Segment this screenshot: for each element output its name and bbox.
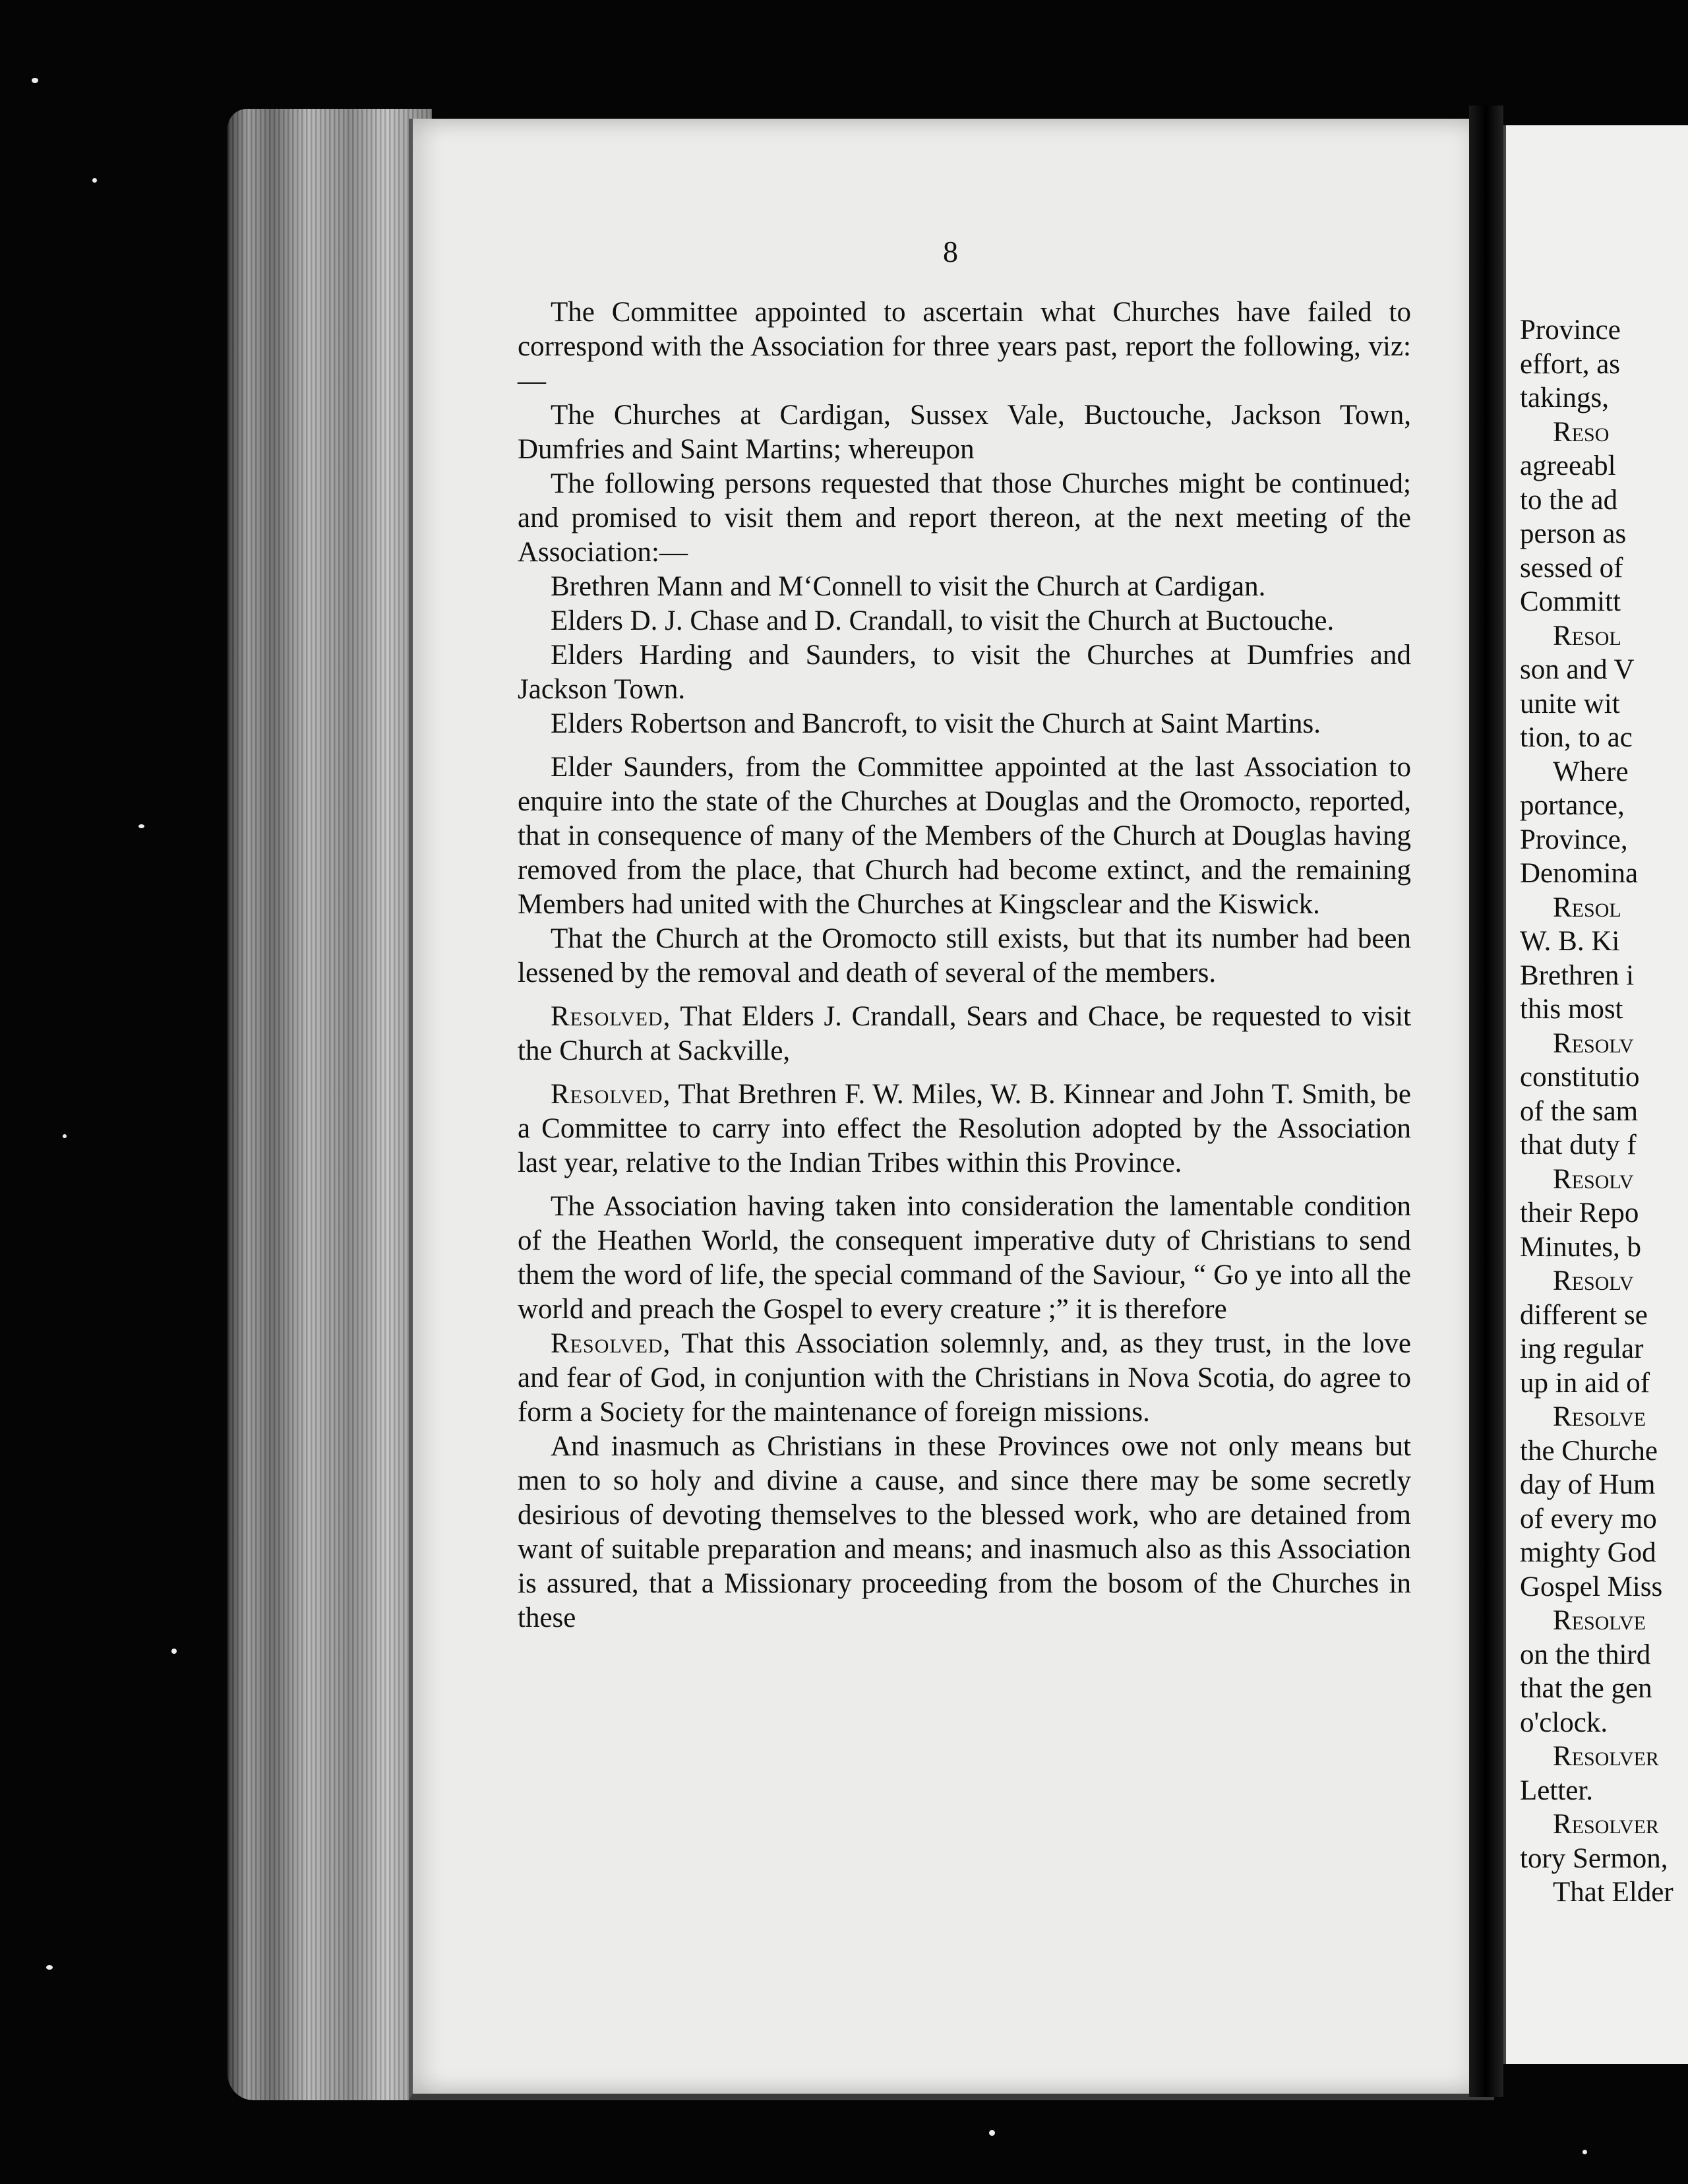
paragraph: Elders Robertson and Bancroft, to visit the Church at Saint Martins. [551, 708, 1321, 739]
right-page-line: up in aid of [1520, 1367, 1650, 1399]
right-page-line: this most [1520, 994, 1623, 1025]
page-number: 8 [943, 235, 958, 268]
right-page-line: takings, [1520, 382, 1609, 413]
dust-speck [171, 1649, 177, 1654]
paragraph: Brethren Mann and M‘Connell to visit the Church at Cardigan. [551, 571, 1266, 602]
paragraph: Elders D. J. Chase and D. Crandall, to visit the Church at Buctouche. [551, 605, 1335, 636]
resolved-lead: Resolved, [551, 1079, 671, 1110]
right-page-line: Resolv [1553, 1265, 1634, 1296]
right-page-line: o'clock. [1520, 1707, 1608, 1738]
right-page-line: effort, as [1520, 348, 1621, 380]
dust-speck [92, 178, 97, 183]
paragraph: That the Church at the Oromocto still exists, but that its number had been lessened by the removal and death of several of the members. [518, 923, 1411, 988]
right-page-line: Committ [1520, 586, 1621, 617]
right-page-text-fragments [1520, 313, 1688, 1910]
right-page-line: on the third [1520, 1639, 1651, 1670]
dust-speck [138, 824, 144, 828]
right-page-line: Brethren i [1520, 959, 1635, 991]
right-page-line: Resol [1553, 892, 1621, 923]
left-page-text [518, 295, 1411, 1635]
right-page-line: day of Hum [1520, 1469, 1656, 1500]
right-page-line: sessed of [1520, 552, 1623, 584]
paragraph: The Committee appointed to ascertain what Churches have failed to correspond with the Association for three years past, report the following, viz:— [518, 297, 1411, 396]
right-page-line: son and V [1520, 654, 1635, 685]
right-page-line: different se [1520, 1299, 1648, 1331]
resolution-paragraph: Resolved, That Brethren F. W. Miles, W. B. Kinnear and John T. Smith, be a Committee to carry into effect the Resolution adopted by the Association last year, relative to the Indian Tribes within this Province. [518, 1079, 1411, 1178]
right-page-line: that duty f [1520, 1130, 1637, 1161]
paragraph: Elder Saunders, from the Committee appointed at the last Association to enquire into the state of the Churches at Douglas and the Oromocto, reported, that in consequence of many of the Members of the Church at Douglas having removed from the place, that Church had become extinct, and the remaining Members had united with the Churches at Kingsclear and the Kiswick. [518, 752, 1411, 920]
right-page-line: person as [1520, 518, 1627, 549]
right-page-line: W. B. Ki [1520, 926, 1620, 957]
right-page-line: of every mo [1520, 1503, 1657, 1534]
paragraph: The Churches at Cardigan, Sussex Vale, Buctouche, Jackson Town, Dumfries and Saint Martins; whereupon [518, 400, 1411, 465]
right-page-line: their Repo [1520, 1198, 1639, 1228]
right-page-line: tory Sermon, [1520, 1842, 1668, 1874]
dust-speck [989, 2130, 995, 2136]
right-page-line: Letter. [1520, 1774, 1594, 1806]
right-page-line: Province, [1520, 824, 1628, 855]
right-page-line: Gospel Miss [1520, 1571, 1663, 1602]
right-page-line: mighty God [1520, 1537, 1656, 1568]
right-page-line: Resolve [1553, 1605, 1646, 1636]
right-page-line: Reso [1553, 416, 1610, 448]
right-page-line: Resolve [1553, 1401, 1646, 1432]
paragraph: And inasmuch as Christians in these Provinces owe not only means but men to so holy and divine a cause, and since there may be some secretly desirious of devoting themselves to the blessed work, who are detained from want of suitable preparation and means; and inasmuch also as this Association is assured, that a Missionary proceeding from the bosom of the Churches in these [518, 1431, 1411, 1633]
resolved-lead: Resolved, [551, 1328, 671, 1359]
paragraph: The Association having taken into consideration the lamentable condition of the Heathen World, the consequent imperative duty of Christians to send them the word of life, the special command of the Saviour, “ Go ye into all the world and preach the Gospel to every creature ;” it is therefore [518, 1191, 1411, 1325]
right-page-line: portance, [1520, 790, 1625, 821]
resolved-lead: Resolved, [551, 1001, 671, 1032]
right-page-line: to the ad [1520, 484, 1618, 516]
right-page-line: Resol [1553, 620, 1621, 652]
right-page-line: tion, to ac [1520, 722, 1633, 753]
right-page-line: the Churche [1520, 1435, 1658, 1467]
right-page-line: unite wit [1520, 688, 1620, 719]
resolution-paragraph: Resolved, That this Association solemnly, and, as they trust, in the love and fear of God, in conjuntion with the Christians in Nova Scotia, do agree to form a Society for the maintenance of foreign missions. [518, 1328, 1411, 1428]
dust-speck [32, 78, 38, 83]
dust-speck [46, 1965, 53, 1970]
right-page-line: Resolv [1553, 1163, 1634, 1195]
paragraph: Elders Harding and Saunders, to visit the Churches at Dumfries and Jackson Town. [518, 640, 1411, 705]
right-page-line: Resolver [1553, 1809, 1659, 1840]
right-page-line: agreeabl [1520, 450, 1616, 481]
book-gutter [1469, 106, 1503, 2097]
resolution-paragraph: Resolved, That Elders J. Crandall, Sears and Chace, be requested to visit the Church at Sackville, [518, 1001, 1411, 1066]
dust-speck [63, 1134, 67, 1138]
right-page-line: Resolver [1553, 1741, 1659, 1772]
right-page-line: Minutes, b [1520, 1231, 1641, 1263]
book-page-edges [227, 109, 432, 2100]
right-page-line: that the gen [1520, 1673, 1652, 1704]
right-page-line: That Elder [1553, 1877, 1673, 1908]
right-page-line: Province [1520, 315, 1621, 346]
right-page-line: constitutio [1520, 1062, 1640, 1093]
right-page-line: Resolv [1553, 1027, 1634, 1059]
dust-speck [1582, 2150, 1587, 2154]
paragraph: The following persons requested that those Churches might be continued; and promised to visit them and report thereon, at the next meeting of the Association:— [518, 468, 1411, 568]
right-page-line: ing regular [1520, 1333, 1644, 1364]
right-page-line: of the sam [1520, 1095, 1639, 1127]
right-page-line: Denomina [1520, 858, 1639, 889]
right-page-line: Where [1553, 756, 1629, 787]
